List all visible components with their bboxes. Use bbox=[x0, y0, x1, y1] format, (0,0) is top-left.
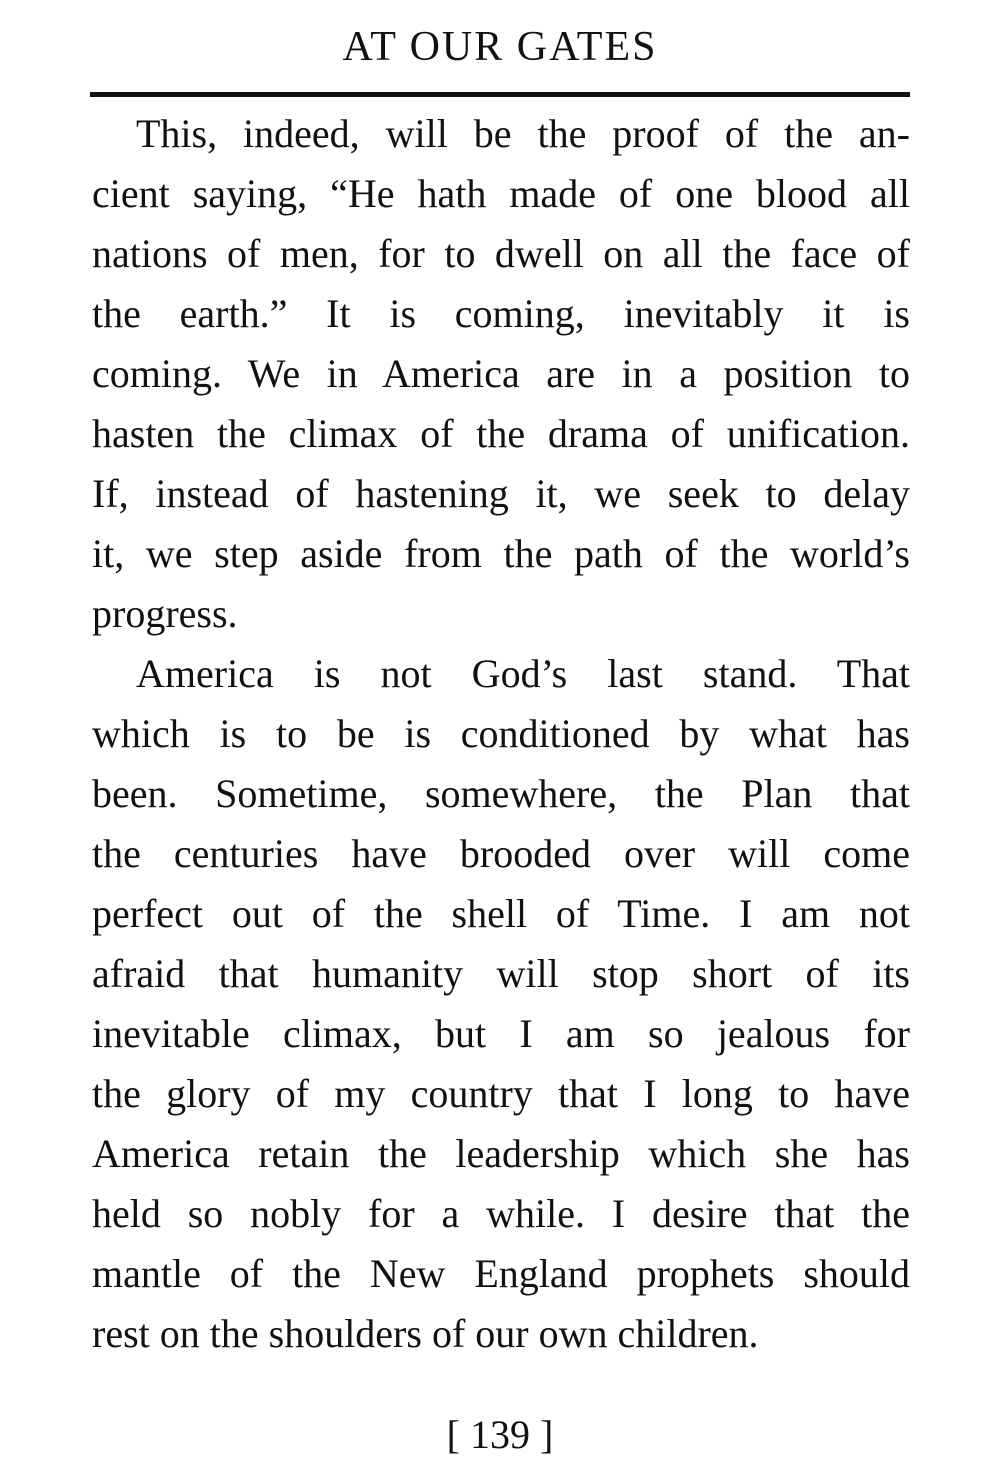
text-line: This, indeed, will be the proof of the an- bbox=[136, 111, 910, 156]
text-line: coming. We in America are in a position to bbox=[92, 351, 910, 396]
text-line: rest on the shoulders of our own children. bbox=[92, 1311, 759, 1356]
text-line: If, instead of hastening it, we seek to delay bbox=[92, 471, 910, 516]
text-line: the earth.” It is coming, inevitably it is bbox=[92, 291, 910, 336]
text-line: hasten the climax of the drama of unification. bbox=[92, 411, 910, 456]
text-line: America retain the leadership which she has bbox=[92, 1131, 910, 1176]
text-line: the centuries have brooded over will come bbox=[92, 831, 910, 876]
text-line: America is not God’s last stand. That bbox=[136, 651, 910, 696]
text-line: cient saying, “He hath made of one blood all bbox=[92, 171, 910, 216]
text-line: perfect out of the shell of Time. I am not bbox=[92, 891, 910, 936]
body-text bbox=[92, 104, 910, 1364]
page-number: [ 139 ] bbox=[446, 1412, 554, 1457]
text-line: nations of men, for to dwell on all the face of bbox=[92, 231, 910, 276]
text-line: which is to be is conditioned by what has bbox=[92, 711, 910, 756]
running-title: AT OUR GATES bbox=[342, 24, 658, 70]
text-line: the glory of my country that I long to have bbox=[92, 1071, 910, 1116]
header-rule bbox=[90, 92, 910, 97]
text-line: inevitable climax, but I am so jealous for bbox=[92, 1011, 910, 1056]
text-line: mantle of the New England prophets should bbox=[92, 1251, 910, 1296]
text-line: it, we step aside from the path of the world’s bbox=[92, 531, 910, 576]
text-line: been. Sometime, somewhere, the Plan that bbox=[92, 771, 910, 816]
text-line: progress. bbox=[92, 591, 238, 636]
text-line: held so nobly for a while. I desire that the bbox=[92, 1191, 910, 1236]
text-line: afraid that humanity will stop short of its bbox=[92, 951, 910, 996]
